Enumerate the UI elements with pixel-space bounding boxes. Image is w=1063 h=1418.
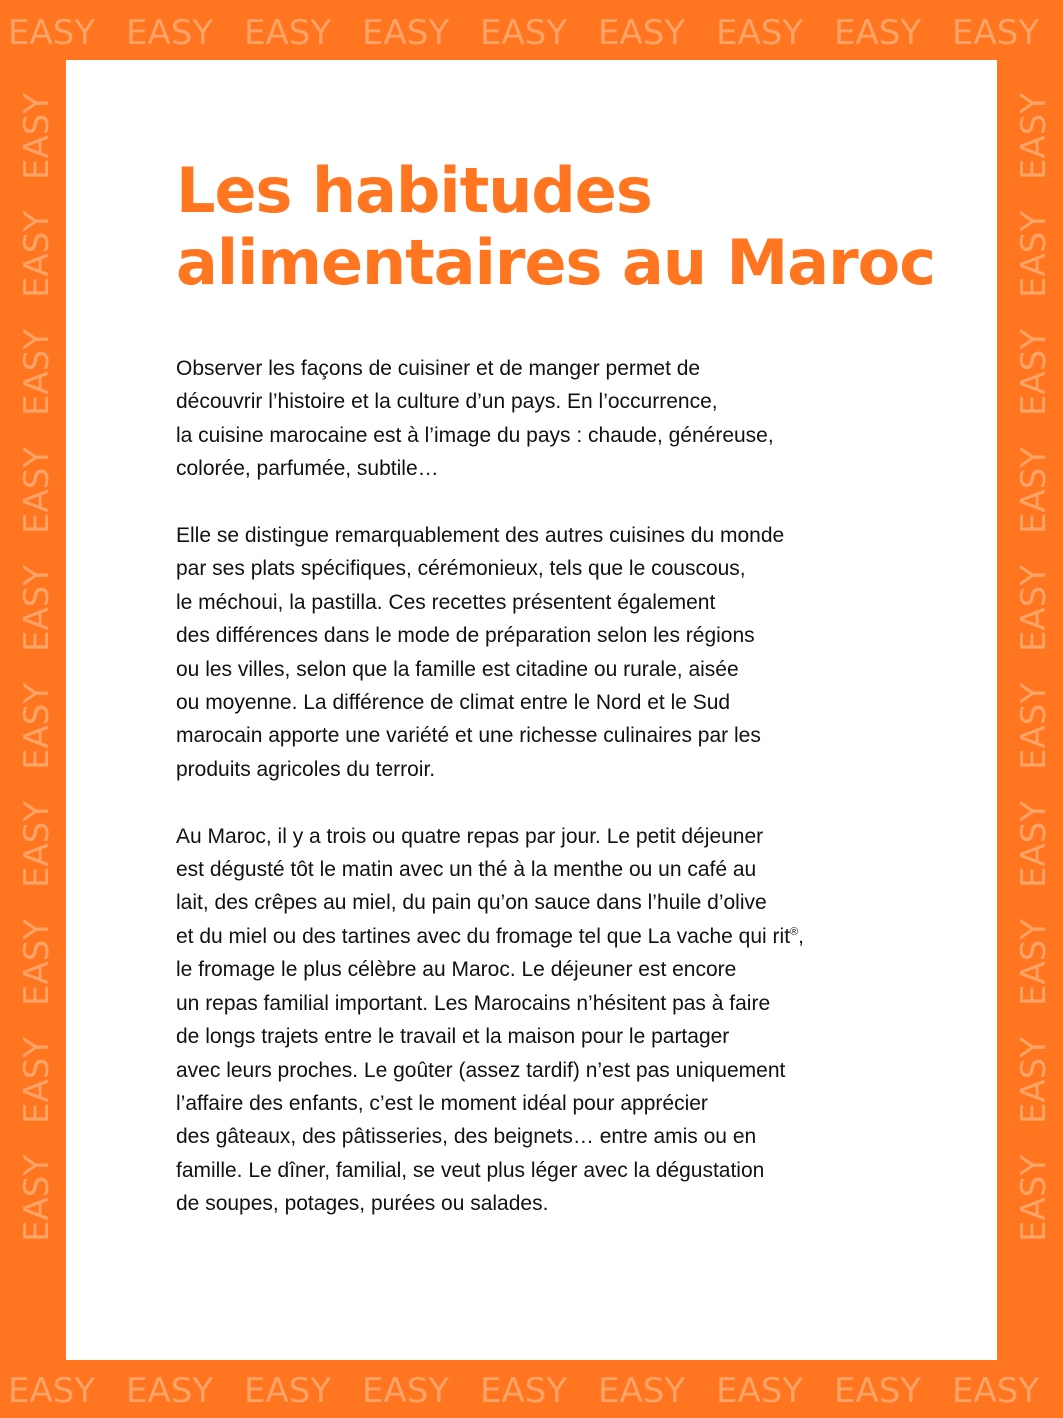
- title-line: alimentaires au Maroc: [176, 226, 935, 299]
- pattern-word: EASY: [1014, 446, 1054, 534]
- text-line: [176, 753, 804, 786]
- text-line-content: marocain apporte une variété et une richesse culinaires par les: [176, 724, 761, 748]
- text-line: [176, 719, 804, 752]
- text-line-content: Au Maroc, il y a trois ou quatre repas par jour. Le petit déjeuner: [176, 824, 764, 848]
- text-line-content: ou les villes, selon que la famille est citadine ou rurale, aisée: [176, 657, 739, 681]
- text-line: [176, 1087, 804, 1120]
- pattern-word: EASY: [716, 13, 804, 53]
- text-line: [176, 653, 804, 686]
- text-line: [176, 886, 804, 919]
- text-line-content: ou moyenne. La différence de climat entre le Nord et le Sud: [176, 691, 731, 715]
- pattern-word: EASY: [1014, 328, 1054, 416]
- text-line: [176, 853, 804, 886]
- text-line-content: le méchoui, la pastilla. Ces recettes présentent également: [176, 590, 716, 614]
- pattern-word: EASY: [362, 1371, 450, 1411]
- text-line: [176, 452, 804, 485]
- text-line-content: le fromage le plus célèbre au Maroc. Le déjeuner est encore: [176, 958, 737, 982]
- title-line: Les habitudes: [176, 154, 652, 227]
- text-line-content: famille. Le dîner, familial, se veut plus léger avec la dégustation: [176, 1158, 765, 1182]
- pattern-word: EASY: [17, 210, 57, 298]
- pattern-word: EASY: [1014, 1154, 1054, 1242]
- text-line: [176, 686, 804, 719]
- pattern-word: EASY: [1014, 210, 1054, 298]
- text-line: [176, 352, 804, 385]
- text-line-content: Observer les façons de cuisiner et de manger permet de: [176, 357, 701, 380]
- text-line: [176, 419, 804, 452]
- paragraph: [176, 352, 804, 486]
- text-line-content: avec leurs proches. Le goûter (assez tardif) n’est pas uniquement: [176, 1058, 786, 1082]
- pattern-word: EASY: [17, 564, 57, 652]
- text-line-content: la cuisine marocaine est à l’image du pays : chaude, généreuse,: [176, 423, 774, 447]
- paragraph: [176, 519, 804, 786]
- text-line: [176, 552, 804, 585]
- pattern-word: EASY: [1014, 918, 1054, 1006]
- pattern-word: EASY: [480, 13, 568, 53]
- pattern-word: EASY: [8, 1371, 96, 1411]
- text-line-content: est dégusté tôt le matin avec un thé à la menthe ou un café au: [176, 858, 757, 882]
- text-line-content: et du miel ou des tartines avec du fromage tel que La vache qui rit: [176, 924, 791, 948]
- text-line: [176, 385, 804, 418]
- text-line-content: des différences dans le mode de préparation selon les régions: [176, 624, 755, 648]
- text-line: [176, 586, 804, 619]
- pattern-word: EASY: [17, 446, 57, 534]
- text-line-content: lait, des crêpes au miel, du pain qu’on sauce dans l’huile d’olive: [176, 891, 767, 915]
- pattern-word: EASY: [17, 1036, 57, 1124]
- text-line: [176, 1120, 804, 1153]
- pattern-word: EASY: [126, 1371, 214, 1411]
- pattern-word: EASY: [362, 13, 450, 53]
- pattern-word: EASY: [244, 13, 332, 53]
- text-line-content: Elle se distingue remarquablement des autres cuisines du monde: [176, 524, 785, 548]
- text-line: [176, 1154, 804, 1187]
- pattern-word: EASY: [1014, 800, 1054, 888]
- text-line: [176, 920, 804, 953]
- text-line: [176, 1020, 804, 1053]
- pattern-word: EASY: [17, 92, 57, 180]
- text-line: [176, 519, 804, 552]
- text-line: [176, 1187, 804, 1220]
- paragraph: [176, 820, 804, 1221]
- pattern-word: EASY: [834, 1371, 922, 1411]
- pattern-word: EASY: [1014, 92, 1054, 180]
- pattern-word: EASY: [8, 13, 96, 53]
- pattern-word: EASY: [17, 328, 57, 416]
- pattern-word: EASY: [1014, 564, 1054, 652]
- text-line-content: des gâteaux, des pâtisseries, des beignets… entre amis ou en: [176, 1125, 757, 1149]
- pattern-word: EASY: [1014, 1036, 1054, 1124]
- pattern-word: EASY: [244, 1371, 332, 1411]
- pattern-word: EASY: [598, 13, 686, 53]
- trademark-symbol: ®: [790, 925, 799, 938]
- text-line-content: produits agricoles du terroir.: [176, 757, 436, 781]
- pattern-word: EASY: [952, 1371, 1040, 1411]
- text-line-content: de longs trajets entre le travail et la maison pour le partager: [176, 1025, 730, 1049]
- text-line: [176, 820, 804, 853]
- page-title: [176, 155, 935, 299]
- text-line-content: de soupes, potages, purées ou salades.: [176, 1192, 549, 1216]
- pattern-word: EASY: [17, 682, 57, 770]
- text-line-content: par ses plats spécifiques, cérémonieux, tels que le couscous,: [176, 557, 746, 581]
- pattern-word: EASY: [17, 1154, 57, 1242]
- pattern-word: EASY: [952, 13, 1040, 53]
- pattern-word: EASY: [716, 1371, 804, 1411]
- pattern-word: EASY: [834, 13, 922, 53]
- text-line-content: l’affaire des enfants, c’est le moment idéal pour apprécier: [176, 1091, 708, 1115]
- text-line: [176, 987, 804, 1020]
- text-line-content: un repas familial important. Les Marocains n’hésitent pas à faire: [176, 991, 771, 1015]
- pattern-word: EASY: [126, 13, 214, 53]
- text-line: [176, 1054, 804, 1087]
- pattern-word: EASY: [1014, 682, 1054, 770]
- trademark-suffix: ,: [798, 924, 804, 948]
- pattern-word: EASY: [598, 1371, 686, 1411]
- pattern-word: EASY: [480, 1371, 568, 1411]
- body-text: [176, 352, 804, 1254]
- text-line-content: colorée, parfumée, subtile…: [176, 457, 439, 481]
- content-panel: [66, 60, 997, 1360]
- text-line: [176, 619, 804, 652]
- text-line-content: découvrir l’histoire et la culture d’un pays. En l’occurrence,: [176, 390, 718, 414]
- pattern-word: EASY: [17, 918, 57, 1006]
- text-line: [176, 953, 804, 986]
- pattern-word: EASY: [17, 800, 57, 888]
